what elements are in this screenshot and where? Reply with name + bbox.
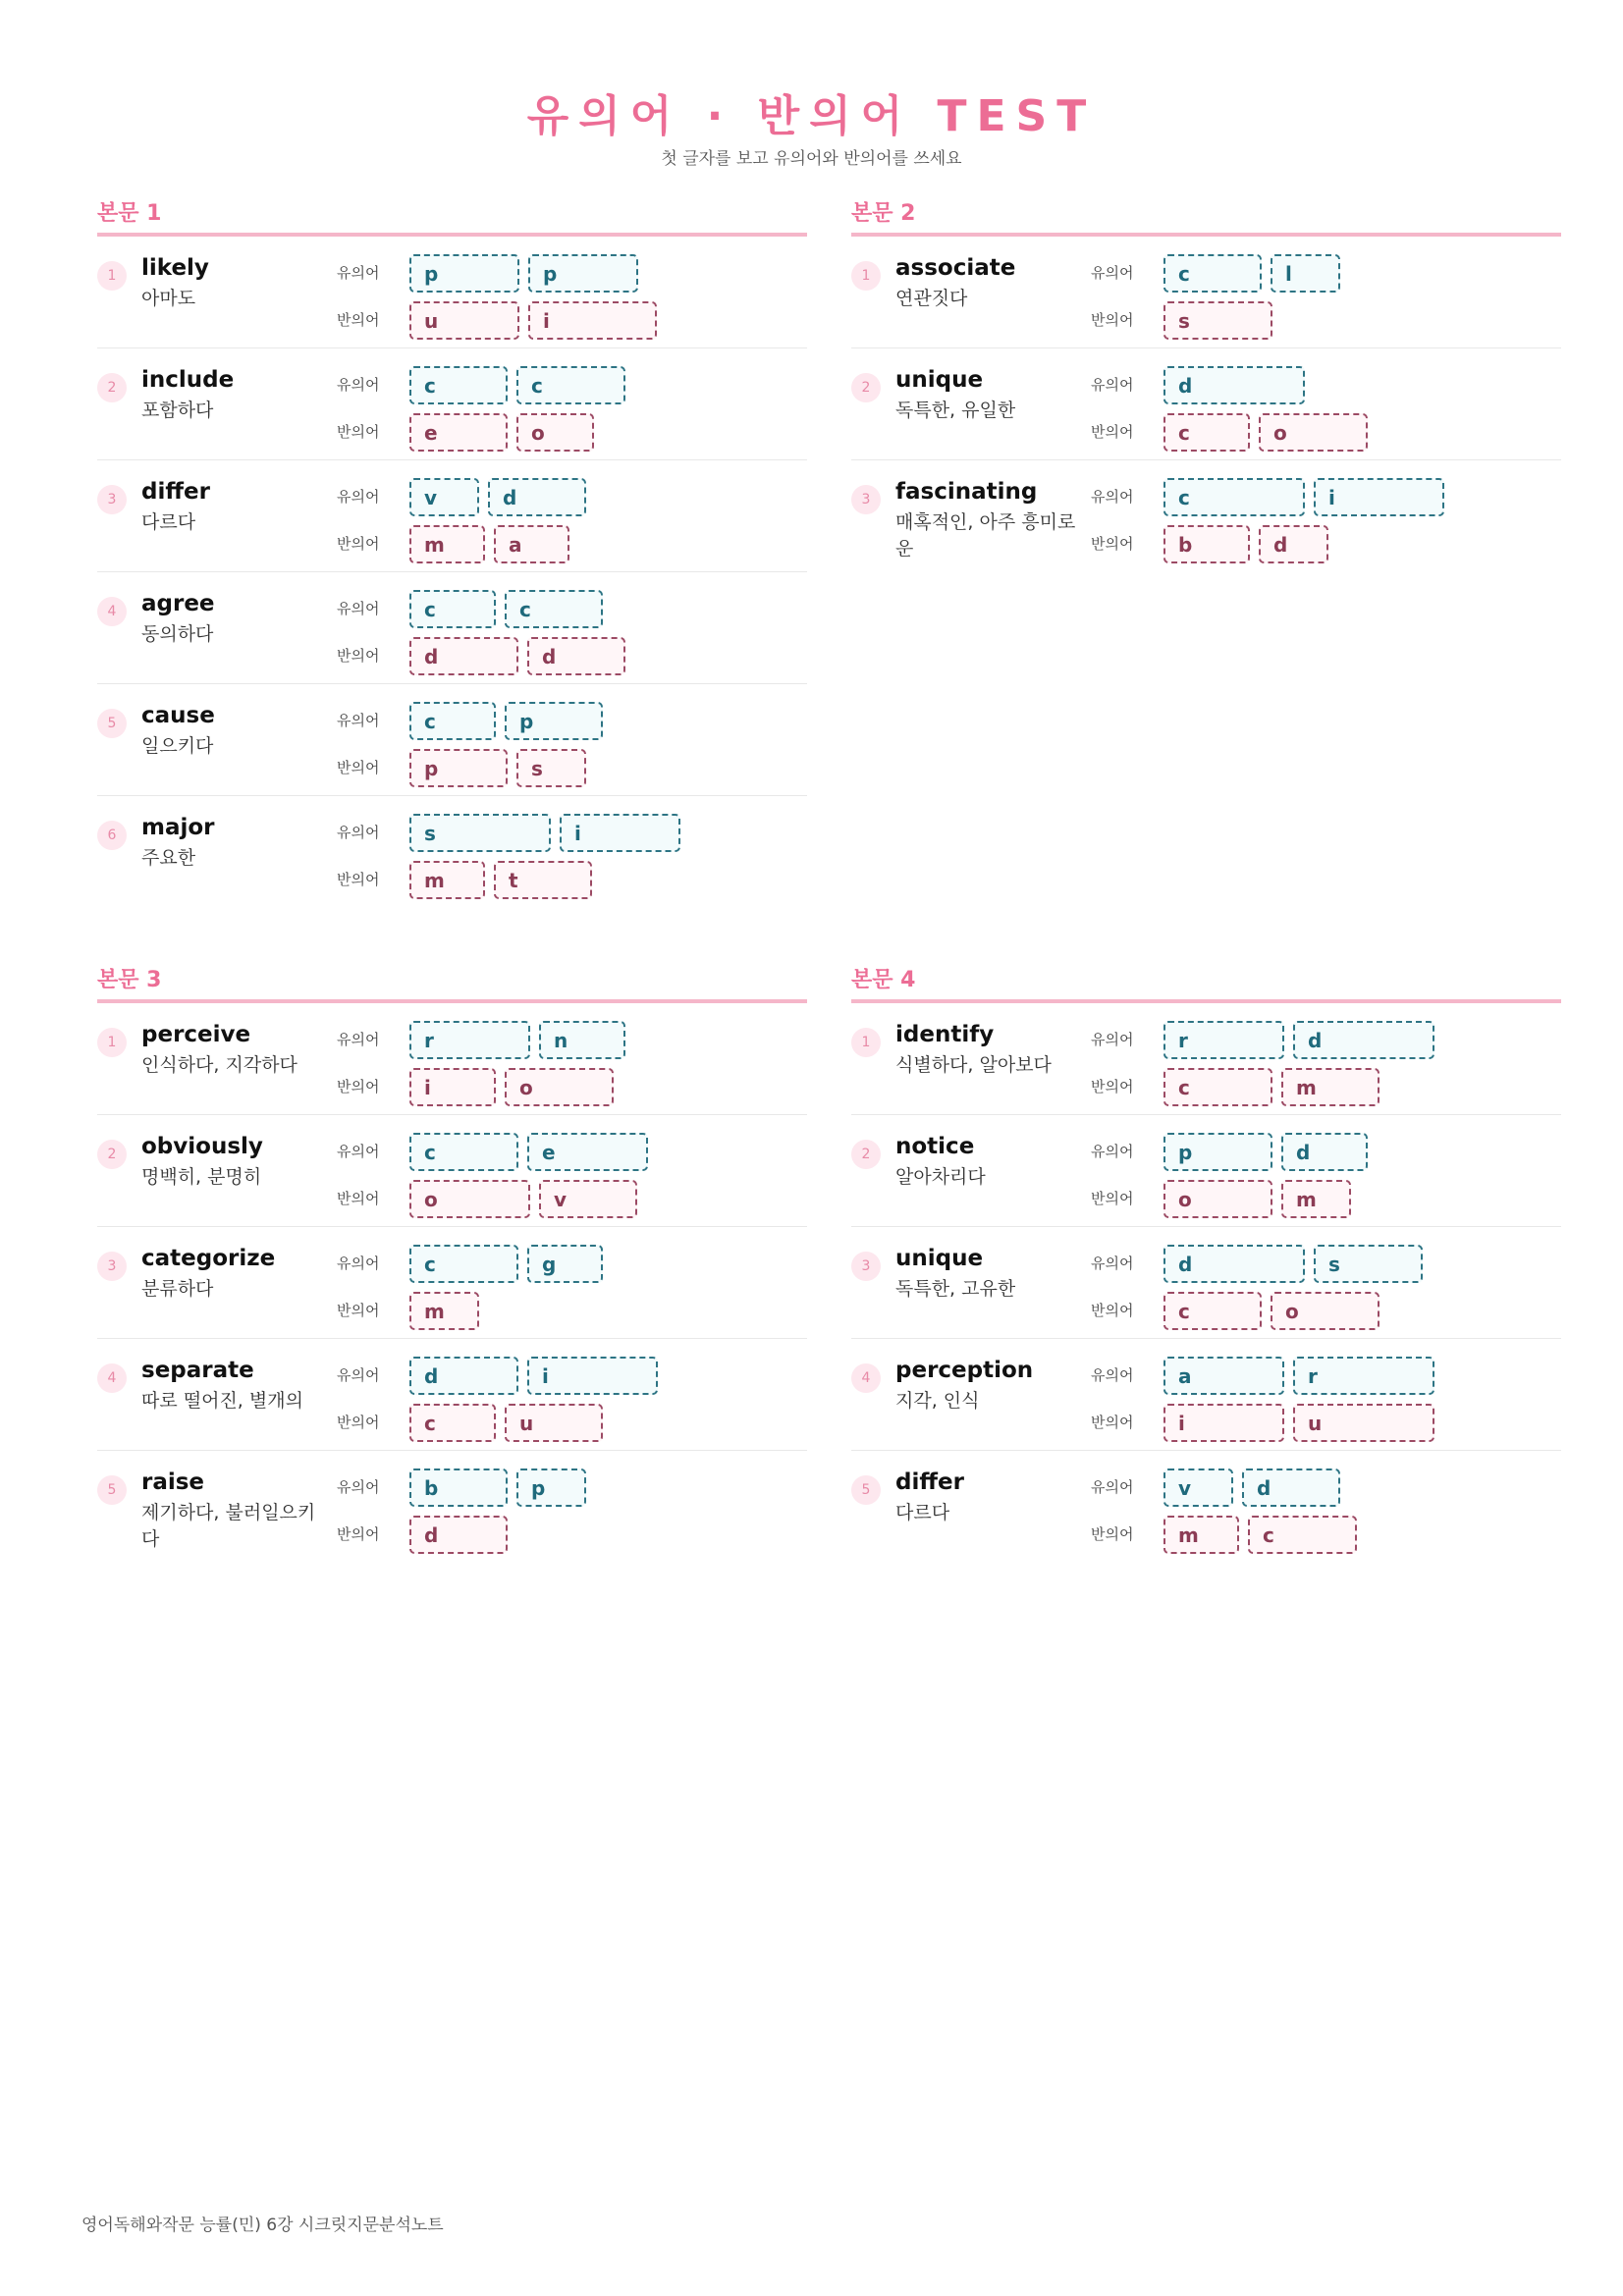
synonym-answer-box[interactable]: c bbox=[409, 702, 496, 740]
antonym-label: 반의어 bbox=[337, 759, 380, 776]
vocab-word: perceive bbox=[141, 1022, 251, 1047]
vocab-word: raise bbox=[141, 1469, 205, 1495]
section-4 bbox=[851, 966, 1561, 1562]
synonym-answer-box[interactable]: g bbox=[527, 1245, 603, 1283]
synonym-answer-box[interactable]: d bbox=[1242, 1468, 1340, 1507]
item-number-badge: 5 bbox=[851, 1475, 881, 1505]
synonym-answer-box[interactable]: d bbox=[1293, 1021, 1434, 1059]
item-number-badge: 1 bbox=[97, 1028, 127, 1057]
vocab-meaning: 포함하다 bbox=[141, 400, 214, 421]
vocab-meaning: 연관짓다 bbox=[895, 288, 968, 309]
antonym-answer-group bbox=[409, 525, 569, 563]
antonym-answer-group bbox=[1163, 1292, 1380, 1330]
vocab-item bbox=[97, 1451, 807, 1562]
synonym-answer-group bbox=[1163, 254, 1340, 293]
antonym-answer-group bbox=[1163, 1516, 1357, 1554]
antonym-answer-box[interactable]: t bbox=[494, 861, 592, 899]
vocab-item bbox=[851, 237, 1561, 348]
vocab-word: separate bbox=[141, 1358, 254, 1383]
synonym-answer-box[interactable]: v bbox=[409, 478, 479, 516]
antonym-answer-box[interactable]: i bbox=[1163, 1404, 1284, 1442]
synonym-answer-group bbox=[1163, 1245, 1423, 1283]
vocab-word: fascinating bbox=[895, 479, 1038, 505]
antonym-label: 반의어 bbox=[1091, 1414, 1134, 1431]
antonym-label: 반의어 bbox=[337, 1525, 380, 1543]
antonym-answer-box[interactable]: c bbox=[1163, 1068, 1272, 1106]
vocab-item bbox=[851, 1451, 1561, 1562]
antonym-answer-group bbox=[1163, 1404, 1434, 1442]
synonym-answer-group bbox=[1163, 478, 1444, 516]
vocab-word: identify bbox=[895, 1022, 995, 1047]
antonym-answer-box[interactable]: m bbox=[1281, 1068, 1380, 1106]
antonym-answer-box[interactable]: c bbox=[409, 1404, 496, 1442]
vocab-meaning: 다르다 bbox=[141, 511, 196, 533]
antonym-answer-box[interactable]: v bbox=[539, 1180, 637, 1218]
vocab-item bbox=[851, 348, 1561, 460]
antonym-label: 반의어 bbox=[1091, 423, 1134, 441]
synonym-answer-group bbox=[1163, 1133, 1368, 1171]
synonym-answer-box[interactable]: r bbox=[409, 1021, 530, 1059]
antonym-answer-group bbox=[409, 1404, 603, 1442]
synonym-answer-box[interactable]: p bbox=[505, 702, 603, 740]
section-title: 본문 1 bbox=[97, 201, 162, 226]
vocab-meaning: 동의하다 bbox=[141, 623, 214, 645]
vocab-item bbox=[97, 1339, 807, 1451]
antonym-answer-box[interactable]: e bbox=[409, 413, 508, 452]
section-3 bbox=[97, 966, 807, 1562]
synonym-answer-box[interactable]: i bbox=[527, 1357, 658, 1395]
footer-text: 영어독해와작문 능률(민) 6강 시크릿지문분석노트 bbox=[81, 2216, 444, 2235]
item-number-badge: 2 bbox=[851, 373, 881, 402]
synonym-answer-box[interactable]: c bbox=[505, 590, 603, 628]
vocab-item bbox=[851, 460, 1561, 571]
item-number-badge: 2 bbox=[851, 1140, 881, 1169]
antonym-answer-box[interactable]: u bbox=[409, 301, 519, 340]
vocab-word: differ bbox=[895, 1469, 964, 1495]
synonym-answer-group bbox=[409, 1357, 658, 1395]
vocab-word: agree bbox=[141, 591, 215, 616]
antonym-answer-group bbox=[1163, 1180, 1351, 1218]
synonym-answer-box[interactable]: p bbox=[528, 254, 638, 293]
section-title: 본문 2 bbox=[851, 201, 916, 226]
synonym-label: 유의어 bbox=[1091, 1031, 1134, 1048]
antonym-answer-group bbox=[409, 301, 657, 340]
synonym-label: 유의어 bbox=[1091, 1255, 1134, 1272]
antonym-answer-box[interactable]: m bbox=[1163, 1516, 1239, 1554]
synonym-answer-group bbox=[409, 366, 625, 404]
synonym-label: 유의어 bbox=[337, 1143, 380, 1160]
item-number-badge: 3 bbox=[851, 1252, 881, 1281]
synonym-label: 유의어 bbox=[337, 264, 380, 282]
antonym-answer-group bbox=[409, 1068, 614, 1106]
vocab-word: obviously bbox=[141, 1134, 263, 1159]
section-2 bbox=[851, 199, 1561, 571]
antonym-answer-box[interactable]: d bbox=[527, 637, 625, 675]
synonym-answer-box[interactable]: c bbox=[409, 1245, 518, 1283]
item-number-badge: 5 bbox=[97, 709, 127, 738]
vocab-word: major bbox=[141, 815, 215, 840]
synonym-answer-box[interactable]: d bbox=[488, 478, 586, 516]
synonym-answer-box[interactable]: d bbox=[1163, 1245, 1305, 1283]
antonym-answer-group bbox=[409, 861, 592, 899]
synonym-answer-box[interactable]: r bbox=[1163, 1021, 1284, 1059]
vocab-word: notice bbox=[895, 1134, 975, 1159]
antonym-answer-box[interactable]: s bbox=[1163, 301, 1272, 340]
synonym-label: 유의어 bbox=[337, 1366, 380, 1384]
synonym-answer-group bbox=[409, 1133, 648, 1171]
antonym-answer-group bbox=[409, 413, 594, 452]
synonym-answer-box[interactable]: r bbox=[1293, 1357, 1434, 1395]
antonym-answer-box[interactable]: s bbox=[516, 749, 586, 787]
vocab-item bbox=[97, 348, 807, 460]
antonym-answer-box[interactable]: o bbox=[409, 1180, 530, 1218]
antonym-label: 반의어 bbox=[1091, 1078, 1134, 1095]
synonym-answer-group bbox=[409, 478, 586, 516]
antonym-answer-box[interactable]: c bbox=[1163, 1292, 1262, 1330]
synonym-answer-box[interactable]: e bbox=[527, 1133, 648, 1171]
vocab-meaning: 식별하다, 알아보다 bbox=[895, 1054, 1052, 1076]
synonym-answer-box[interactable]: l bbox=[1271, 254, 1340, 293]
synonym-answer-box[interactable]: a bbox=[1163, 1357, 1284, 1395]
antonym-answer-box[interactable]: c bbox=[1248, 1516, 1357, 1554]
synonym-answer-group bbox=[409, 1021, 625, 1059]
vocab-item bbox=[851, 1003, 1561, 1115]
vocab-meaning: 알아차리다 bbox=[895, 1166, 986, 1188]
synonym-answer-box[interactable]: s bbox=[409, 814, 551, 852]
vocab-meaning: 주요한 bbox=[141, 847, 196, 869]
synonym-answer-group bbox=[409, 702, 603, 740]
vocab-meaning: 매혹적인, 아주 흥미로운 bbox=[895, 511, 1076, 560]
antonym-answer-group bbox=[409, 1516, 508, 1554]
antonym-answer-box[interactable]: m bbox=[409, 861, 485, 899]
synonym-answer-box[interactable]: c bbox=[409, 590, 496, 628]
vocab-item bbox=[97, 1003, 807, 1115]
item-number-badge: 3 bbox=[97, 1252, 127, 1281]
synonym-answer-box[interactable]: d bbox=[409, 1357, 518, 1395]
item-number-badge: 5 bbox=[97, 1475, 127, 1505]
item-number-badge: 1 bbox=[851, 261, 881, 291]
antonym-answer-box[interactable]: i bbox=[409, 1068, 496, 1106]
vocab-meaning: 아마도 bbox=[141, 288, 196, 309]
antonym-answer-box[interactable]: c bbox=[1163, 413, 1250, 452]
antonym-answer-box[interactable]: o bbox=[505, 1068, 614, 1106]
antonym-answer-box[interactable]: m bbox=[409, 525, 485, 563]
item-number-badge: 6 bbox=[97, 821, 127, 850]
synonym-answer-group bbox=[1163, 366, 1305, 404]
antonym-answer-group bbox=[409, 749, 586, 787]
synonym-label: 유의어 bbox=[1091, 488, 1134, 506]
vocab-meaning: 명백히, 분명히 bbox=[141, 1166, 262, 1188]
antonym-answer-box[interactable]: b bbox=[1163, 525, 1250, 563]
antonym-answer-box[interactable]: u bbox=[505, 1404, 603, 1442]
item-number-badge: 3 bbox=[851, 485, 881, 514]
synonym-label: 유의어 bbox=[1091, 1478, 1134, 1496]
synonym-answer-box[interactable]: d bbox=[1281, 1133, 1368, 1171]
antonym-label: 반의어 bbox=[337, 535, 380, 553]
item-number-badge: 3 bbox=[97, 485, 127, 514]
synonym-answer-box[interactable]: c bbox=[409, 366, 508, 404]
item-number-badge: 1 bbox=[97, 261, 127, 291]
synonym-answer-box[interactable]: d bbox=[1163, 366, 1305, 404]
vocab-meaning: 독특한, 고유한 bbox=[895, 1278, 1016, 1300]
antonym-answer-group bbox=[1163, 301, 1272, 340]
vocab-item bbox=[97, 1227, 807, 1339]
antonym-answer-group bbox=[1163, 413, 1368, 452]
antonym-answer-box[interactable]: d bbox=[1259, 525, 1328, 563]
antonym-answer-box[interactable]: o bbox=[1163, 1180, 1272, 1218]
synonym-answer-box[interactable]: i bbox=[1314, 478, 1444, 516]
vocab-item bbox=[97, 796, 807, 907]
vocab-item bbox=[851, 1115, 1561, 1227]
synonym-label: 유의어 bbox=[337, 824, 380, 841]
antonym-answer-box[interactable]: m bbox=[409, 1292, 479, 1330]
antonym-label: 반의어 bbox=[337, 647, 380, 665]
antonym-answer-group bbox=[409, 1292, 479, 1330]
synonym-answer-group bbox=[1163, 1468, 1340, 1507]
section-1 bbox=[97, 199, 807, 907]
page-title: 유의어 · 반의어 TEST bbox=[526, 91, 1097, 141]
item-number-badge: 1 bbox=[851, 1028, 881, 1057]
antonym-answer-box[interactable]: o bbox=[1259, 413, 1368, 452]
vocab-meaning: 따로 떨어진, 별개의 bbox=[141, 1390, 303, 1412]
vocab-item bbox=[851, 1339, 1561, 1451]
vocab-word: associate bbox=[895, 255, 1016, 281]
synonym-answer-group bbox=[409, 590, 603, 628]
vocab-word: cause bbox=[141, 703, 215, 728]
item-number-badge: 2 bbox=[97, 373, 127, 402]
vocab-item bbox=[97, 684, 807, 796]
antonym-answer-box[interactable]: d bbox=[409, 637, 518, 675]
synonym-answer-box[interactable]: c bbox=[1163, 254, 1262, 293]
antonym-label: 반의어 bbox=[337, 311, 380, 329]
antonym-answer-box[interactable]: o bbox=[1271, 1292, 1380, 1330]
vocab-word: categorize bbox=[141, 1246, 276, 1271]
antonym-label: 반의어 bbox=[337, 423, 380, 441]
antonym-answer-box[interactable]: a bbox=[494, 525, 569, 563]
vocab-word: unique bbox=[895, 1246, 984, 1271]
synonym-answer-box[interactable]: c bbox=[516, 366, 625, 404]
vocab-meaning: 일으키다 bbox=[141, 735, 214, 757]
antonym-answer-group bbox=[1163, 525, 1328, 563]
synonym-label: 유의어 bbox=[337, 1478, 380, 1496]
synonym-answer-group bbox=[409, 1245, 603, 1283]
vocab-word: perception bbox=[895, 1358, 1034, 1383]
vocab-item bbox=[97, 1115, 807, 1227]
vocab-meaning: 다르다 bbox=[895, 1502, 950, 1523]
section-title: 본문 3 bbox=[97, 968, 162, 992]
section-title: 본문 4 bbox=[851, 968, 916, 992]
vocab-word: unique bbox=[895, 367, 984, 393]
synonym-answer-box[interactable]: v bbox=[1163, 1468, 1233, 1507]
antonym-answer-box[interactable]: p bbox=[409, 749, 508, 787]
synonym-answer-group bbox=[409, 254, 638, 293]
synonym-answer-group bbox=[1163, 1021, 1434, 1059]
synonym-label: 유의어 bbox=[337, 1031, 380, 1048]
synonym-label: 유의어 bbox=[337, 600, 380, 617]
antonym-label: 반의어 bbox=[337, 871, 380, 888]
antonym-answer-box[interactable]: m bbox=[1281, 1180, 1351, 1218]
synonym-label: 유의어 bbox=[337, 488, 380, 506]
vocab-meaning: 지각, 인식 bbox=[895, 1390, 980, 1412]
vocab-item bbox=[97, 572, 807, 684]
vocab-word: differ bbox=[141, 479, 210, 505]
synonym-answer-box[interactable]: b bbox=[409, 1468, 508, 1507]
page-subtitle: 첫 글자를 보고 유의어와 반의어를 쓰세요 bbox=[661, 149, 962, 169]
antonym-label: 반의어 bbox=[1091, 311, 1134, 329]
antonym-answer-group bbox=[409, 1180, 637, 1218]
item-number-badge: 4 bbox=[97, 1363, 127, 1393]
synonym-label: 유의어 bbox=[1091, 1366, 1134, 1384]
synonym-label: 유의어 bbox=[1091, 264, 1134, 282]
vocab-word: include bbox=[141, 367, 235, 393]
synonym-label: 유의어 bbox=[1091, 1143, 1134, 1160]
antonym-answer-group bbox=[1163, 1068, 1380, 1106]
antonym-label: 반의어 bbox=[337, 1414, 380, 1431]
antonym-label: 반의어 bbox=[1091, 1302, 1134, 1319]
synonym-answer-box[interactable]: p bbox=[516, 1468, 586, 1507]
vocab-item bbox=[97, 460, 807, 572]
item-number-badge: 2 bbox=[97, 1140, 127, 1169]
synonym-answer-box[interactable]: c bbox=[409, 1133, 518, 1171]
vocab-item bbox=[97, 237, 807, 348]
vocab-meaning: 분류하다 bbox=[141, 1278, 214, 1300]
antonym-answer-box[interactable]: o bbox=[516, 413, 594, 452]
synonym-answer-box[interactable]: p bbox=[409, 254, 519, 293]
synonym-answer-box[interactable]: n bbox=[539, 1021, 625, 1059]
antonym-label: 반의어 bbox=[1091, 535, 1134, 553]
vocab-meaning: 인식하다, 지각하다 bbox=[141, 1054, 298, 1076]
synonym-answer-group bbox=[409, 814, 680, 852]
antonym-answer-box[interactable]: i bbox=[528, 301, 657, 340]
antonym-label: 반의어 bbox=[337, 1078, 380, 1095]
synonym-label: 유의어 bbox=[1091, 376, 1134, 394]
antonym-label: 반의어 bbox=[1091, 1525, 1134, 1543]
item-number-badge: 4 bbox=[851, 1363, 881, 1393]
antonym-label: 반의어 bbox=[337, 1190, 380, 1207]
vocab-meaning: 독특한, 유일한 bbox=[895, 400, 1016, 421]
antonym-answer-box[interactable]: u bbox=[1293, 1404, 1434, 1442]
synonym-answer-box[interactable]: c bbox=[1163, 478, 1305, 516]
synonym-answer-box[interactable]: p bbox=[1163, 1133, 1272, 1171]
synonym-label: 유의어 bbox=[337, 712, 380, 729]
synonym-answer-box[interactable]: i bbox=[560, 814, 680, 852]
vocab-meaning: 제기하다, 불러일으키다 bbox=[141, 1502, 316, 1550]
synonym-label: 유의어 bbox=[337, 376, 380, 394]
vocab-word: likely bbox=[141, 255, 209, 281]
antonym-label: 반의어 bbox=[337, 1302, 380, 1319]
vocab-item bbox=[851, 1227, 1561, 1339]
antonym-answer-box[interactable]: d bbox=[409, 1516, 508, 1554]
synonym-answer-group bbox=[409, 1468, 586, 1507]
item-number-badge: 4 bbox=[97, 597, 127, 626]
synonym-label: 유의어 bbox=[337, 1255, 380, 1272]
synonym-answer-group bbox=[1163, 1357, 1434, 1395]
antonym-label: 반의어 bbox=[1091, 1190, 1134, 1207]
antonym-answer-group bbox=[409, 637, 625, 675]
synonym-answer-box[interactable]: s bbox=[1314, 1245, 1423, 1283]
